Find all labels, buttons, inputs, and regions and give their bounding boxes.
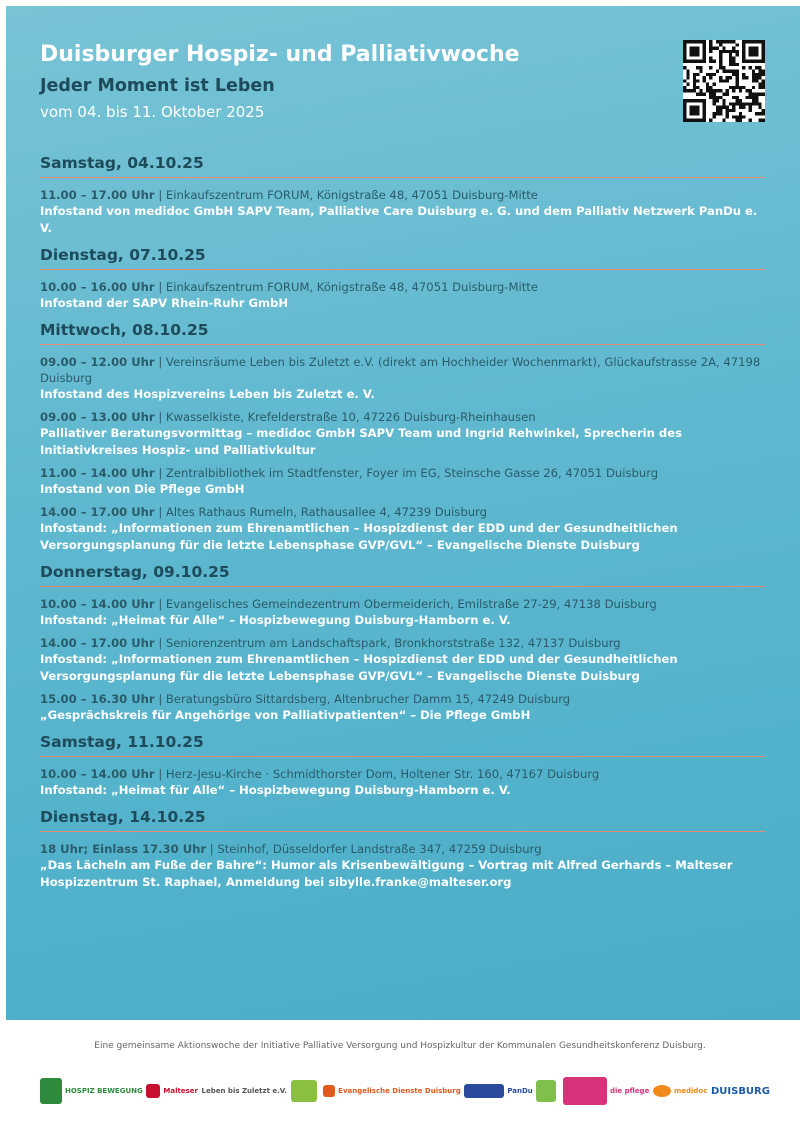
event-time-location <box>40 354 765 386</box>
event-time-location <box>40 504 765 520</box>
evangelische-dienste-logo <box>323 1085 461 1097</box>
event-time-location <box>40 841 765 857</box>
event-description: Infostand der SAPV Rhein-Ruhr GmbH <box>40 296 289 310</box>
event-item <box>40 187 765 237</box>
page-title: Duisburger Hospiz- und Palliativwoche <box>40 42 520 67</box>
medidoc-mark-icon <box>653 1085 671 1097</box>
day-heading: Mittwoch, 08.10.25 <box>40 320 765 345</box>
event-time: 10.00 – 14.00 Uhr <box>40 597 155 611</box>
pandu-logo <box>464 1084 532 1098</box>
event-item <box>40 691 765 724</box>
malteser-logo <box>146 1084 198 1098</box>
event-item <box>40 279 765 312</box>
leben-bis-zuletzt-logo <box>202 1087 287 1095</box>
day-heading: Dienstag, 14.10.25 <box>40 807 765 832</box>
event-description: Infostand von medidoc GmbH SAPV Team, Palliative Care Duisburg e. G. und dem Palliativ Netzwerk PanDu e. V. <box>40 204 758 235</box>
day-heading: Samstag, 11.10.25 <box>40 732 765 757</box>
event-location: | Altes Rathaus Rumeln, Rathausallee 4, 47239 Duisburg <box>154 505 487 519</box>
logo-label: HOSPIZ BEWEGUNG <box>65 1087 143 1095</box>
event-time-location <box>40 691 765 707</box>
event-description: Palliativer Beratungsvormittag – medidoc GmbH SAPV Team und Ingrid Rehwinkel, Sprecherin des Initiativkreises Hospiz- und Palliativkultur <box>40 426 682 457</box>
event-item <box>40 841 765 891</box>
event-location: | Herz-Jesu-Kirche · Schmidthorster Dom, Holtener Str. 160, 47167 Duisburg <box>154 767 600 781</box>
event-location: | Einkaufszentrum FORUM, Königstraße 48, 47051 Duisburg-Mitte <box>154 280 538 294</box>
event-time: 14.00 – 17.00 Uhr <box>40 636 155 650</box>
event-description: „Gesprächskreis für Angehörige von Palliativpatienten“ – Die Pflege GmbH <box>40 708 531 722</box>
event-time: 18 Uhr; Einlass 17.30 Uhr <box>40 842 207 856</box>
day-heading: Samstag, 04.10.25 <box>40 153 765 178</box>
footer-note: Eine gemeinsame Aktionswoche der Initiative Palliative Versorgung und Hospizkultur der Kommunalen Gesundheitskonferenz Duisburg. <box>94 1041 706 1051</box>
event-description: Infostand: „Informationen zum Ehrenamtlichen – Hospizdienst der EDD und der Gesundheitlichen Versorgungsplanung für die letzte Lebensphase GVP/GVL“ – Evangelische Dienste Duisburg <box>40 652 678 683</box>
event-location: | Steinhof, Düsseldorfer Landstraße 347, 47259 Duisburg <box>206 842 542 856</box>
event-time: 09.00 – 13.00 Uhr <box>40 410 155 424</box>
pandu-mark-icon <box>464 1084 504 1098</box>
logo-label: Malteser <box>163 1087 198 1095</box>
event-description: Infostand: „Heimat für Alle“ – Hospizbewegung Duisburg-Hamborn e. V. <box>40 613 511 627</box>
logo-label: medidoc <box>673 1087 708 1095</box>
event-item <box>40 635 765 685</box>
edd-mark-icon <box>291 1080 317 1102</box>
event-item <box>40 409 765 459</box>
event-location: | Vereinsräume Leben bis Zuletzt e.V. (direkt am Hochheider Wochenmarkt), Glückaufstrasse 2A, 47198 Duisburg <box>40 355 761 385</box>
event-time: 10.00 – 16.00 Uhr <box>40 280 155 294</box>
event-description: Infostand von Die Pflege GmbH <box>40 482 245 496</box>
palliative-care-mark-icon <box>536 1080 556 1102</box>
logo-label: DUISBURG <box>710 1085 770 1097</box>
event-item <box>40 504 765 554</box>
event-description: Infostand: „Heimat für Alle“ – Hospizbewegung Duisburg-Hamborn e. V. <box>40 783 511 797</box>
logo-label: die pflege <box>610 1087 650 1095</box>
date-range: vom 04. bis 11. Oktober 2025 <box>40 103 265 121</box>
event-time-location <box>40 465 765 481</box>
event-time: 11.00 – 17.00 Uhr <box>40 188 155 202</box>
event-time-location <box>40 187 765 203</box>
event-description: Infostand des Hospizvereins Leben bis Zuletzt e. V. <box>40 387 375 401</box>
partner-logos <box>40 1068 770 1114</box>
event-time: 10.00 – 14.00 Uhr <box>40 767 155 781</box>
die-pflege-logo <box>563 1077 649 1105</box>
event-schedule <box>40 153 765 899</box>
hospiz-bewegung-mark-icon <box>40 1078 62 1104</box>
event-time-location <box>40 766 765 782</box>
event-time-location <box>40 409 765 425</box>
event-location: | Zentralbibliothek im Stadtfenster, Foyer im EG, Steinsche Gasse 26, 47051 Duisburg <box>154 466 659 480</box>
event-location: | Seniorenzentrum am Landschaftspark, Bronkhorststraße 132, 47137 Duisburg <box>154 636 621 650</box>
page-subtitle: Jeder Moment ist Leben <box>40 76 275 96</box>
logo-label: PanDu <box>507 1087 533 1095</box>
event-location: | Einkaufszentrum FORUM, Königstraße 48, 47051 Duisburg-Mitte <box>154 188 538 202</box>
event-item <box>40 354 765 403</box>
day-heading: Dienstag, 07.10.25 <box>40 245 765 270</box>
event-item <box>40 596 765 629</box>
event-description: Infostand: „Informationen zum Ehrenamtlichen – Hospizdienst der EDD und der Gesundheitlichen Versorgungsplanung für die letzte Lebensphase GVP/GVL“ – Evangelische Dienste Duisburg <box>40 521 678 552</box>
day-heading: Donnerstag, 09.10.25 <box>40 562 765 587</box>
event-time: 11.00 – 14.00 Uhr <box>40 466 155 480</box>
event-time-location <box>40 635 765 651</box>
edd-logo <box>291 1080 320 1102</box>
event-item <box>40 766 765 799</box>
medidoc-logo <box>653 1085 707 1097</box>
qr-code-icon[interactable] <box>683 40 765 122</box>
duisburg-logo <box>711 1086 770 1097</box>
logo-label: Evangelische Dienste Duisburg <box>338 1087 461 1095</box>
event-time-location <box>40 279 765 295</box>
event-description: „Das Lächeln am Fuße der Bahre“: Humor als Krisenbewältigung – Vortrag mit Alfred Gerhards – Malteser Hospizzentrum St. Raphael, Anmeldung bei sibylle.franke@malteser.org <box>40 858 733 889</box>
logo-label: Leben bis Zuletzt e.V. <box>201 1087 287 1095</box>
malteser-mark-icon <box>146 1084 160 1098</box>
event-time-location <box>40 596 765 612</box>
event-location: | Evangelisches Gemeindezentrum Obermeiderich, Emilstraße 27-29, 47138 Duisburg <box>154 597 657 611</box>
event-location: | Kwasselkiste, Krefelderstraße 10, 47226 Duisburg-Rheinhausen <box>154 410 536 424</box>
evangelische-dienste-mark-icon <box>323 1085 335 1097</box>
event-time: 14.00 – 17.00 Uhr <box>40 505 155 519</box>
event-time: 09.00 – 12.00 Uhr <box>40 355 155 369</box>
hospiz-bewegung-logo <box>40 1078 143 1104</box>
event-time: 15.00 – 16.30 Uhr <box>40 692 155 706</box>
die-pflege-mark-icon <box>563 1077 607 1105</box>
palliative-care-logo <box>536 1080 559 1102</box>
event-item <box>40 465 765 498</box>
event-location: | Beratungsbüro Sittardsberg, Altenbrucher Damm 15, 47249 Duisburg <box>154 692 571 706</box>
